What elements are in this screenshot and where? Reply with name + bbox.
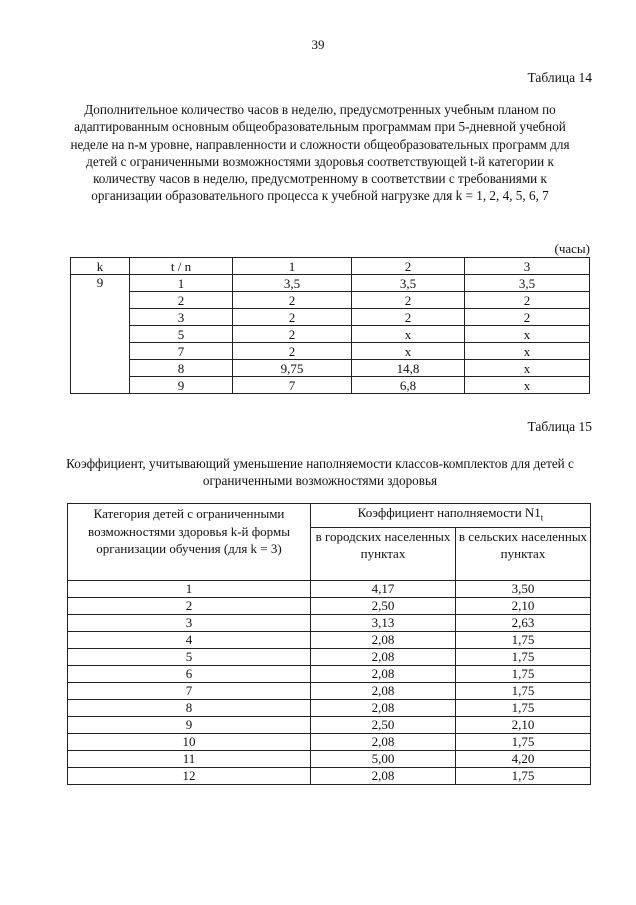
cell-value: 2: [233, 343, 352, 360]
cell-urban: 2,08: [311, 631, 456, 648]
table-15: [67, 503, 591, 785]
table-14-header-row: [71, 258, 590, 275]
cell-t: 9: [130, 377, 233, 394]
header-coefficient-subscript: t: [540, 512, 544, 523]
cell-urban: 2,08: [311, 699, 456, 716]
table-row: [71, 326, 590, 343]
cell-value: 3,5: [465, 275, 590, 292]
cell-rural: 2,10: [456, 716, 591, 733]
cell-value: 9,75: [233, 360, 352, 377]
table-row: [68, 631, 591, 648]
table-15-header-row: [68, 504, 591, 528]
cell-t: 7: [130, 343, 233, 360]
header-n2: 2: [352, 258, 465, 275]
table-row: [68, 699, 591, 716]
cell-category: 1: [68, 580, 311, 597]
header-coefficient-text: Коэффициент наполняемости N1: [357, 505, 541, 520]
cell-rural: 1,75: [456, 682, 591, 699]
cell-urban: 2,08: [311, 648, 456, 665]
cell-t: 2: [130, 292, 233, 309]
table-row: [71, 275, 590, 292]
table-row: [71, 377, 590, 394]
cell-value: 3,5: [352, 275, 465, 292]
cell-urban: 5,00: [311, 750, 456, 767]
table-14-label: Таблица 14: [527, 70, 592, 85]
cell-rural: 2,10: [456, 597, 591, 614]
cell-k: [71, 360, 130, 377]
cell-rural: 3,50: [456, 580, 591, 597]
cell-value: х: [352, 343, 465, 360]
cell-value: 2: [465, 309, 590, 326]
header-coefficient: [311, 504, 591, 528]
table-15-label: Таблица 15: [527, 419, 592, 434]
cell-t: 8: [130, 360, 233, 377]
header-rural: в сельских населенных пунктах: [456, 527, 591, 580]
table-row: [71, 343, 590, 360]
cell-k: [71, 309, 130, 326]
cell-t: 1: [130, 275, 233, 292]
table-row: [68, 750, 591, 767]
cell-t: 5: [130, 326, 233, 343]
cell-value: х: [465, 360, 590, 377]
table-14-caption: Дополнительное количество часов в неделю, предусмотренных учебным планом по адаптированным основным общеобразовательным программам при 5-дневной учебной неделе на n-м уровне, направленности и сложности общеобразовательных программ для детей с ограниченными возможностями здоровья соответствующей t-й категории к количеству часов в неделю, предусмотренному в соответствии с требованиями к организации образовательного процесса к учебной нагрузке для k = 1, 2, 4, 5, 6, 7: [70, 102, 570, 204]
cell-category: 9: [68, 716, 311, 733]
cell-rural: 1,75: [456, 699, 591, 716]
cell-t: 3: [130, 309, 233, 326]
cell-urban: 2,08: [311, 665, 456, 682]
table-row: [68, 648, 591, 665]
table-row: [71, 292, 590, 309]
header-k: k: [71, 258, 130, 275]
header-category: Категория детей с ограниченными возможностями здоровья k-й формы организации обучения (для k = 3): [68, 504, 311, 581]
cell-category: 4: [68, 631, 311, 648]
cell-value: 2: [352, 292, 465, 309]
cell-category: 7: [68, 682, 311, 699]
header-n3: 3: [465, 258, 590, 275]
cell-value: х: [465, 377, 590, 394]
table-14-unit: (часы): [554, 241, 590, 256]
cell-category: 8: [68, 699, 311, 716]
table-14: [70, 257, 590, 394]
header-t-n: t / n: [130, 258, 233, 275]
cell-value: 6,8: [352, 377, 465, 394]
cell-urban: 2,50: [311, 716, 456, 733]
cell-value: 2: [233, 326, 352, 343]
cell-k: [71, 343, 130, 360]
cell-k: [71, 292, 130, 309]
table-row: [71, 309, 590, 326]
header-urban: в городских населенных пунктах: [311, 527, 456, 580]
cell-urban: 2,50: [311, 597, 456, 614]
cell-value: 2: [352, 309, 465, 326]
cell-urban: 2,08: [311, 733, 456, 750]
table-row: [68, 716, 591, 733]
cell-category: 10: [68, 733, 311, 750]
cell-value: 7: [233, 377, 352, 394]
cell-category: 12: [68, 767, 311, 784]
cell-value: 14,8: [352, 360, 465, 377]
table-row: [68, 682, 591, 699]
cell-rural: 2,63: [456, 614, 591, 631]
table-row: [68, 580, 591, 597]
table-row: [68, 767, 591, 784]
header-n1: 1: [233, 258, 352, 275]
table-row: [68, 614, 591, 631]
cell-k: [71, 377, 130, 394]
cell-value: х: [465, 343, 590, 360]
cell-rural: 1,75: [456, 648, 591, 665]
table-row: [68, 597, 591, 614]
page-number: 39: [311, 37, 325, 52]
table-row: [71, 360, 590, 377]
cell-rural: 1,75: [456, 767, 591, 784]
cell-value: 2: [465, 292, 590, 309]
cell-value: 2: [233, 292, 352, 309]
cell-category: 6: [68, 665, 311, 682]
cell-k: [71, 326, 130, 343]
cell-value: 3,5: [233, 275, 352, 292]
table-row: [68, 733, 591, 750]
cell-rural: 1,75: [456, 631, 591, 648]
table-15-caption: Коэффициент, учитывающий уменьшение наполняемости классов-комплектов для детей с ограниченными возможностями здоровья: [66, 456, 574, 489]
cell-category: 3: [68, 614, 311, 631]
cell-category: 11: [68, 750, 311, 767]
cell-urban: 2,08: [311, 682, 456, 699]
table-row: [68, 665, 591, 682]
cell-k: 9: [71, 275, 130, 292]
cell-rural: 1,75: [456, 665, 591, 682]
cell-value: х: [465, 326, 590, 343]
cell-value: 2: [233, 309, 352, 326]
cell-rural: 1,75: [456, 733, 591, 750]
cell-category: 2: [68, 597, 311, 614]
cell-rural: 4,20: [456, 750, 591, 767]
cell-value: х: [352, 326, 465, 343]
cell-category: 5: [68, 648, 311, 665]
cell-urban: 3,13: [311, 614, 456, 631]
cell-urban: 2,08: [311, 767, 456, 784]
cell-urban: 4,17: [311, 580, 456, 597]
